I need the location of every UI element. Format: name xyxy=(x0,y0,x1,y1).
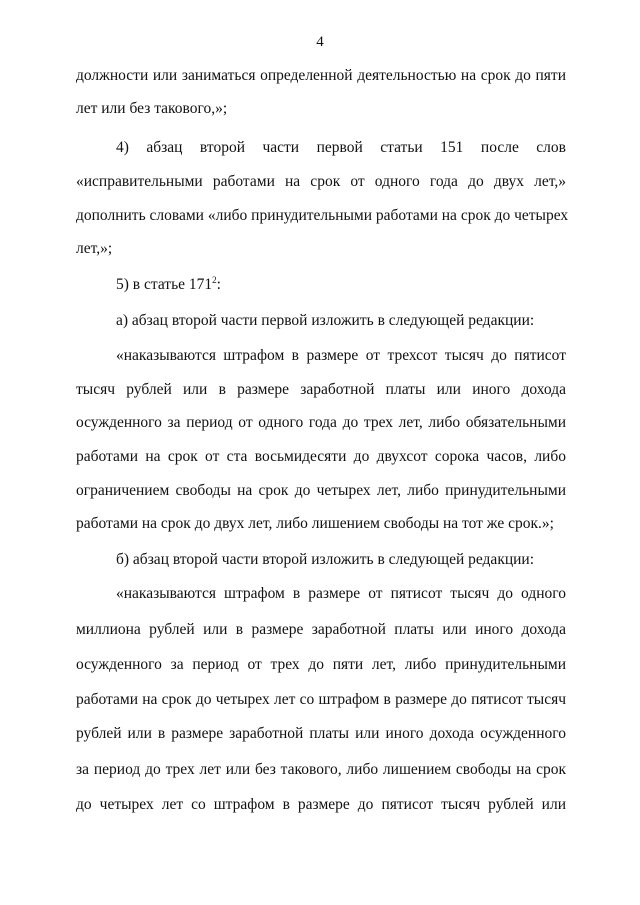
superscript: 2 xyxy=(212,275,217,285)
text-fragment: : xyxy=(216,276,221,293)
text-line: за период до трех лет или без такового, либо лишением свободы на срок xyxy=(76,761,566,778)
text-line: лет,»; xyxy=(76,240,113,257)
text-fragment: 5) в статье 171 xyxy=(116,276,213,293)
text-line: б) абзац второй части второй изложить в следующей редакции: xyxy=(116,551,535,568)
text-line: лет или без такового,»; xyxy=(76,100,228,117)
text-line: работами на срок до двух лет, либо лишением свободы на тот же срок.»; xyxy=(76,515,554,532)
text-line: рублей или в размере заработной платы или иного дохода осужденного xyxy=(76,725,566,742)
text-line: «наказываются штрафом в размере от пятисот тысяч до одного xyxy=(116,585,566,602)
text-line: работами на срок до четырех лет со штрафом в размере до пятисот тысяч xyxy=(76,691,566,708)
text-line: тысяч рублей или в размере заработной платы или иного дохода xyxy=(76,381,566,398)
text-line xyxy=(116,275,566,295)
text-line: а) абзац второй части первой изложить в следующей редакции: xyxy=(116,312,535,329)
text-line: «наказываются штрафом в размере от трехсот тысяч до пятисот xyxy=(116,347,566,364)
text-line: миллиона рублей или в размере заработной платы или иного дохода xyxy=(76,621,566,638)
text-line: до четырех лет со штрафом в размере до пятисот тысяч рублей или xyxy=(76,796,566,813)
text-line: ограничением свободы на срок до четырех лет, либо принудительными xyxy=(76,482,566,499)
text-line: осужденного за период от трех до пяти лет, либо принудительными xyxy=(76,656,566,673)
text-line: осужденного за период от одного года до трех лет, либо обязательными xyxy=(76,414,566,431)
text-line: должности или заниматься определенной деятельностью на срок до пяти xyxy=(76,67,566,84)
text-line: «исправительными работами на срок от одного года до двух лет,» xyxy=(76,173,566,190)
text-line: 4) абзац второй части первой статьи 151 после слов xyxy=(116,139,566,156)
page-number: 4 xyxy=(316,34,324,50)
text-line: дополнить словами «либо принудительными работами на срок до четырех xyxy=(76,207,569,224)
text-line: работами на срок от ста восьмидесяти до двухсот сорока часов, либо xyxy=(76,448,566,465)
